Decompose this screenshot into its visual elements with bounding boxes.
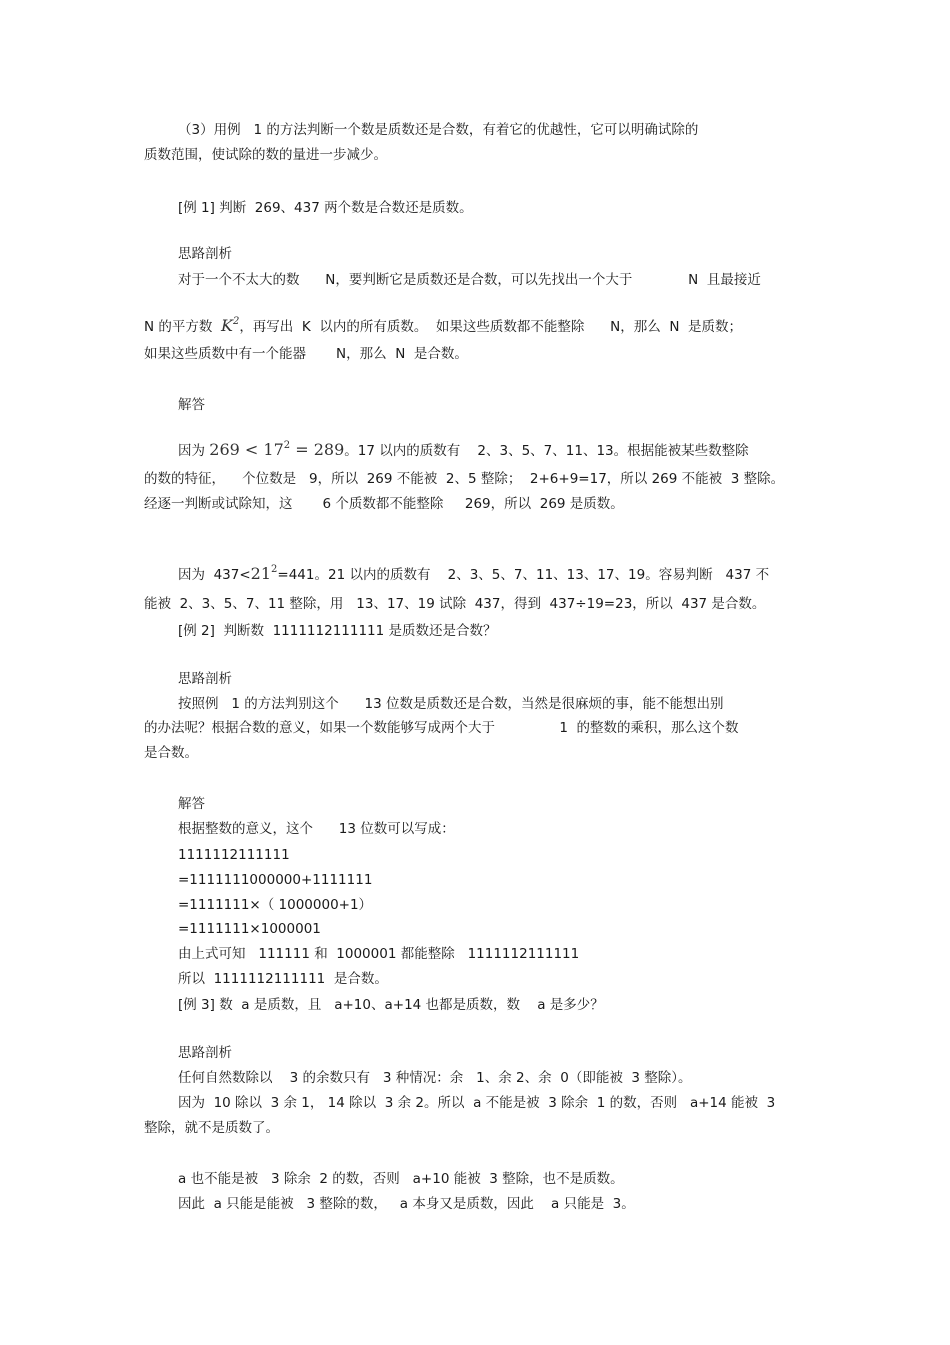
analysis-line: 因为 10 除以 3 余 1， 14 除以 3 余 2。所以 a 不能是被 3 除余 1 的数，否则 a+14 能被 3 xyxy=(178,1095,776,1111)
answer-text: 因为 xyxy=(178,443,210,459)
answer-line: 能被 2、3、5、7、11 整除，用 13、17、19 试除 437，得到 437÷19=23，所以 437 是合数。 xyxy=(144,596,766,612)
analysis-line: 任何自然数除以 3 的余数只有 3 种情况：余 1、余 2、余 0（即能被 3 整除）。 xyxy=(178,1070,692,1086)
example-3-analysis-label: 思路剖析 xyxy=(178,1045,232,1061)
answer-line xyxy=(178,561,769,584)
example-2-analysis-label: 思路剖析 xyxy=(178,671,232,687)
paragraph-line: 质数范围，使试除的数的量进一步减少。 xyxy=(144,147,387,163)
analysis-text: N 的平方数 xyxy=(144,319,221,335)
example-1-analysis-label: 思路剖析 xyxy=(178,246,232,262)
square-formula xyxy=(251,564,278,583)
example-2-title: [例 2] 判断数 1111112111111 是质数还是合数？ xyxy=(178,623,497,639)
formula-exponent: 2 xyxy=(283,440,291,451)
analysis-line: 如果这些质数中有一个能器 N，那么 N 是合数。 xyxy=(144,346,468,362)
inequality-formula xyxy=(209,440,344,459)
example-1-title: [例 1] 判断 269、437 两个数是合数还是质数。 xyxy=(178,200,473,216)
equation-line: =1111111000000+1111111 xyxy=(178,872,373,888)
analysis-line: 对于一个不太大的数 N，要判断它是质数还是合数，可以先找出一个大于 N 且最接近 xyxy=(178,272,761,288)
analysis-line: 因此 a 只能是能被 3 整除的数， a 本身又是质数，因此 a 只能是 3。 xyxy=(178,1196,635,1212)
answer-text: =441。21 以内的质数有 2、3、5、7、11、13、17、19。容易判断 437 不 xyxy=(277,567,770,583)
analysis-line: 的办法呢？根据合数的意义，如果一个数能够写成两个大于 1 的整数的乘积，那么这个数 xyxy=(144,720,739,736)
formula-exponent: 2 xyxy=(271,564,278,575)
formula-base: K xyxy=(220,316,233,335)
equation-line: =1111111×1000001 xyxy=(178,921,321,937)
answer-line: 根据整数的意义，这个 13 位数可以写成： xyxy=(178,821,455,837)
formula-base: 21 xyxy=(250,564,272,583)
example-3-title: [例 3] 数 a 是质数，且 a+10、a+14 也都是质数，数 a 是多少？ xyxy=(178,997,604,1013)
example-1-answer-label: 解答 xyxy=(178,397,205,413)
analysis-line: 按照例 1 的方法判别这个 13 位数是质数还是合数，当然是很麻烦的事，能不能想出别 xyxy=(178,696,724,712)
answer-text: 。17 以内的质数有 2、3、5、7、11、13。根据能被某些数整除 xyxy=(344,443,749,459)
answer-text: 因为 437< xyxy=(178,567,251,583)
analysis-text: ，再写出 K 以内的所有质数。 如果这些质数都不能整除 N，那么 N 是质数； xyxy=(239,319,743,335)
formula-exponent: 2 xyxy=(232,316,240,327)
formula-tail: = 289 xyxy=(290,440,345,459)
analysis-line: a 也不能是被 3 除余 2 的数，否则 a+10 能被 3 整除，也不是质数。 xyxy=(178,1171,624,1187)
paragraph-line: （3）用例 1 的方法判断一个数是质数还是合数，有着它的优越性，它可以明确试除的 xyxy=(178,122,699,138)
formula-base: 269 < 17 xyxy=(209,440,284,459)
answer-line: 所以 1111112111111 是合数。 xyxy=(178,971,388,987)
example-2-answer-label: 解答 xyxy=(178,796,205,812)
analysis-line: 是合数。 xyxy=(144,745,198,761)
equation-line: 1111112111111 xyxy=(178,847,290,863)
answer-line: 经逐一判断或试除知，这 6 个质数都不能整除 269，所以 269 是质数。 xyxy=(144,496,624,512)
analysis-line: 整除，就不是质数了。 xyxy=(144,1120,279,1136)
analysis-line xyxy=(144,313,742,336)
k-squared-formula xyxy=(221,316,239,335)
answer-line xyxy=(178,437,749,460)
answer-line: 的数的特征， 个位数是 9，所以 269 不能被 2、5 整除； 2+6+9=17，所以 269 不能被 3 整除。 xyxy=(144,471,785,487)
equation-line: =1111111×（ 1000000+1） xyxy=(178,897,373,913)
answer-line: 由上式可知 111111 和 1000001 都能整除 1111112111111 xyxy=(178,946,580,962)
